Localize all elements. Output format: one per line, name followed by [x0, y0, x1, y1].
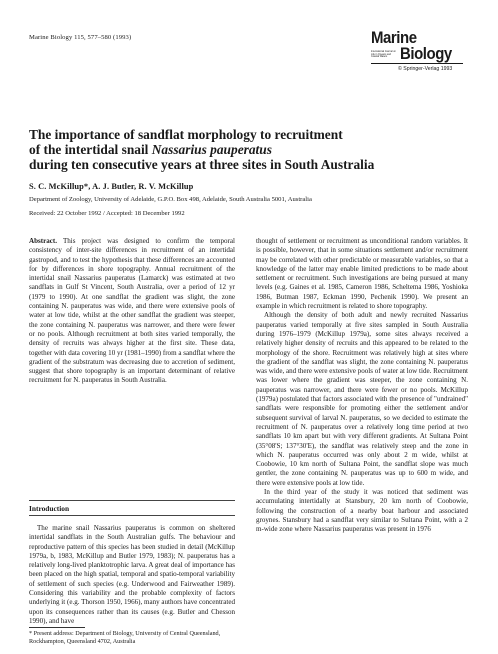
author-affiliation: Department of Zoology, University of Adelaide, G.P.O. Box 498, Adelaide, South Australia 5001, Australia	[29, 196, 312, 203]
right-column	[256, 237, 468, 535]
right-paragraph-3: In the third year of the study it was noticed that sediment was accumulating intertidally at Stansbury, 20 km north of Coobowie, following the construction of a nearby boat harbour and associated groynes. Stansbury had a sandflat very similar to Sultana Point, with a 2 m-wide zone where Nassarius pauperatus was present in 1976	[256, 488, 468, 534]
logo-word-marine: Marine	[371, 28, 417, 47]
logo-word-biology: Biology	[400, 44, 452, 63]
title-species-name: Nassarius pauperatus	[151, 142, 272, 158]
footnote: * Present address: Department of Biology, University of Central Queensland, Rockhampton, Queensland 4702, Australia	[29, 630, 221, 645]
title-line-1: The importance of sandflat morphology to recruitment	[29, 127, 343, 142]
abstract-paragraph	[29, 237, 235, 386]
footnote-rule	[29, 627, 85, 628]
logo-small-text: International Journal on Life in Oceans and Coastal Waters	[371, 49, 396, 59]
introduction-paragraph: The marine snail Nassarius pauperatus is common on sheltered intertidal sandflats in the South Australian gulfs. The behaviour and reproductive pattern of this species has been studied in detail (McKillup 1979a, b, 1983, McKillup and Butler 1979, 1983); N. pauperatus has a relatively long-lived planktotrophic larva. A great deal of importance has been placed on the high spatial, temporal and spatio-temporal variability of settlement of such species (e.g. Underwood and Fairweather 1989). Considering this variability and the probable complexity of factors underlying it (e.g. Thorson 1950, 1966), many authors have concentrated upon its consequences rather than its causes (e.g. Butler and Chesson 1990), and have	[29, 524, 235, 625]
right-paragraph-2: Although the density of both adult and newly recruited Nassarius pauperatus varied temporally at five sites sampled in South Australia during 1976–1979 (McKillup 1979a), some sites always received a relatively higher density of recruits and this appeared to be related to the morphology of the shore. Recruitment was relatively high at sites where the gradient of the sandflat was slight, the zone containing N. pauperatus was wide, and there were extensive pools of water at low tide. Recruitment was lower where the gradient was steeper, the zone containing N. pauperatus was narrower, and there were fewer or no pools. McKillup (1979a) postulated that factors associated with the presence of "undrained" sandflats were responsible for promoting either the settlement and/or subsequent survival of larval N. pauperatus, so we decided to estimate the recruitment of N. pauperatus over a relatively long time period at two sandflats 10 km apart but with very different gradients. At Sultana Point (35°08'S; 137°30'E), the sandflat was relatively steep and the zone in which N. pauperatus occurred was only about 2 m wide, whilst at Coobowie, 10 km north of Sultana Point, the sandflat slope was much gentler, the zone containing N. pauperatus was up to 600 m wide, and there were extensive pools at low tide.	[256, 311, 468, 487]
publisher-copyright: © Springer-Verlag 1993	[398, 66, 453, 72]
section-rule-bottom	[29, 515, 235, 516]
title-line-2	[29, 142, 479, 157]
introduction-body	[29, 524, 235, 626]
author-list: S. C. McKillup*, A. J. Butler, R. V. McKillup	[29, 182, 194, 191]
journal-citation: Marine Biology 115, 577–580 (1993)	[29, 34, 132, 41]
abstract-text: This project was designed to confirm the temporal consistency of inter-site differences in recruitment of an intertidal gastropod, and to test the hypothesis that these differences are accounted for by differences in shore topography. Annual recruitment of the intertidal snail Nassarius pauperatus (Lamarck) was estimated at two sandflats in Gulf St Vincent, South Australia, over a period of 12 yr (1979 to 1990). At one sandflat the gradient was slight, the zone containing N. pauperatus was wide, and there were extensive pools of water at low tide, whilst at the other sandflat the gradient was steeper, the zone containing N. pauperatus was narrower, and there were fewer or no pools. Although recruitment at both sites varied temporally, the density of recruits was always higher at the first site. These data, together with data covering 10 yr (1981–1990) from a sandflat where the gradient of the substratum was decreasing due to accretion of sediment, suggest that shore topography is an important determinant of relative recruitment for N. pauperatus in South Australia.	[29, 237, 235, 385]
introduction-heading: Introduction	[29, 504, 70, 513]
article-title	[29, 127, 479, 173]
journal-logo	[371, 30, 471, 72]
title-line-3: during ten consecutive years at three sites in South Australia	[29, 157, 375, 173]
received-dates: Received: 22 October 1992 / Accepted: 18 December 1992	[29, 210, 185, 217]
abstract-label: Abstract.	[29, 237, 57, 245]
logo-divider	[371, 63, 463, 64]
right-paragraph-1: thought of settlement or recruitment as unconditional random variables. It is possible, however, that in some situations settlement and/or recruitment may be correlated with other predictable or measurable variables, so that a knowledge of the latter may enable limited predictions to be made about settlement or recruitment. Such investigations are being pursued at many levels (e.g. Gaines et al. 1985, Cameron 1986, Scheltema 1986, Yoshioka 1986, Butman 1987, Eckman 1990, Pechenik 1990). We present an example in which recruitment is related to shore topography.	[256, 237, 468, 311]
abstract-section	[29, 237, 235, 386]
section-rule-top	[29, 500, 235, 501]
title-line-2-text: of the intertidal snail	[29, 142, 152, 158]
